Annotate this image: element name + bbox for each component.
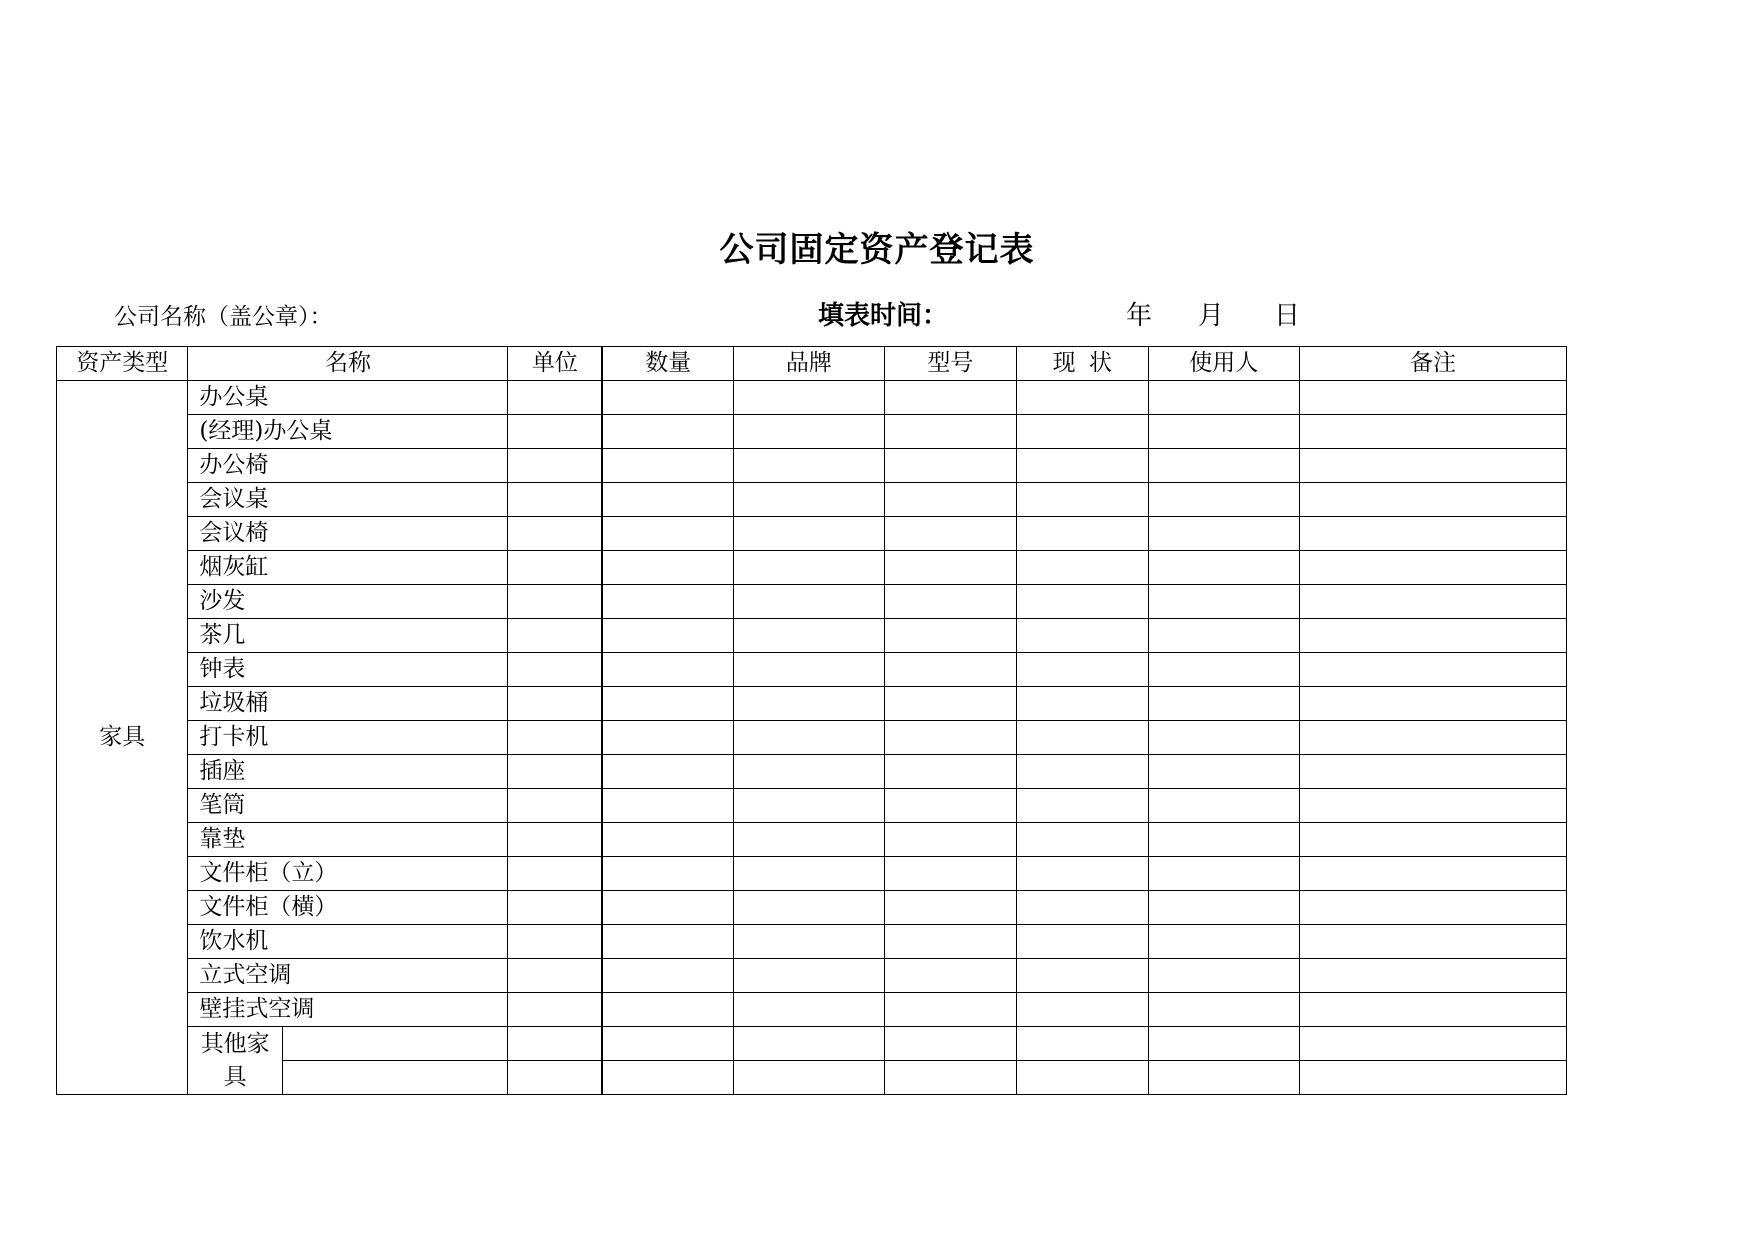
cell-remark[interactable]: [1300, 551, 1567, 585]
item-name-cell: 垃圾桶: [188, 687, 508, 721]
cell-brand[interactable]: [734, 823, 884, 857]
cell-model[interactable]: [884, 857, 1016, 891]
item-name-cell: 壁挂式空调: [188, 993, 508, 1027]
cell-remark[interactable]: [1300, 449, 1567, 483]
cell-model[interactable]: [884, 959, 1016, 993]
cell-quantity[interactable]: [602, 857, 733, 891]
cell-quantity[interactable]: [602, 721, 733, 755]
cell-remark[interactable]: [1300, 687, 1567, 721]
cell-quantity[interactable]: [602, 653, 733, 687]
cell-quantity[interactable]: [602, 1061, 733, 1095]
cell-brand[interactable]: [734, 449, 884, 483]
cell-quantity[interactable]: [602, 993, 733, 1027]
cell-unit[interactable]: [508, 823, 602, 857]
cell-model[interactable]: [884, 483, 1016, 517]
cell-unit[interactable]: [508, 653, 602, 687]
table-row: [57, 925, 1567, 959]
table-row-other: [57, 1027, 1567, 1061]
cell-model[interactable]: [884, 721, 1016, 755]
item-name-cell: 打卡机: [188, 721, 508, 755]
cell-user[interactable]: [1148, 585, 1300, 619]
table-row: [57, 755, 1567, 789]
cell-status[interactable]: [1017, 585, 1148, 619]
cell-quantity[interactable]: [602, 449, 733, 483]
header-remark: 备注: [1300, 347, 1567, 381]
cell-model[interactable]: [884, 687, 1016, 721]
header-user: 使用人: [1148, 347, 1300, 381]
item-name-cell: 文件柜（横）: [188, 891, 508, 925]
date-year-label: 年: [1126, 301, 1153, 331]
item-name-cell: 文件柜（立）: [188, 857, 508, 891]
header-quantity: 数量: [602, 347, 733, 381]
cell-user[interactable]: [1148, 619, 1300, 653]
cell-unit[interactable]: [508, 891, 602, 925]
cell-brand[interactable]: [734, 585, 884, 619]
cell-user[interactable]: [1148, 925, 1300, 959]
cell-model[interactable]: [884, 619, 1016, 653]
cell-unit[interactable]: [508, 381, 602, 415]
fill-time-label: 填表时间：: [818, 301, 949, 331]
cell-status[interactable]: [1017, 891, 1148, 925]
table-row: [57, 449, 1567, 483]
cell-unit[interactable]: [508, 1061, 602, 1095]
cell-unit[interactable]: [508, 1027, 602, 1061]
table-row: [57, 891, 1567, 925]
cell-status[interactable]: [1017, 959, 1148, 993]
cell-model[interactable]: [884, 823, 1016, 857]
cell-unit[interactable]: [508, 551, 602, 585]
cell-quantity[interactable]: [602, 551, 733, 585]
cell-model[interactable]: [884, 653, 1016, 687]
table-row: [57, 585, 1567, 619]
cell-brand[interactable]: [734, 483, 884, 517]
table-row: [57, 959, 1567, 993]
cell-model[interactable]: [884, 1061, 1016, 1095]
cell-user[interactable]: [1148, 721, 1300, 755]
cell-remark[interactable]: [1300, 517, 1567, 551]
cell-remark[interactable]: [1300, 993, 1567, 1027]
table-row-other: [57, 1061, 1567, 1095]
item-name-cell: 茶几: [188, 619, 508, 653]
cell-unit[interactable]: [508, 585, 602, 619]
item-name-cell: (经理)办公桌: [188, 415, 508, 449]
cell-model[interactable]: [884, 789, 1016, 823]
item-name-cell: 钟表: [188, 653, 508, 687]
cell-unit[interactable]: [508, 415, 602, 449]
cell-brand[interactable]: [734, 551, 884, 585]
cell-model[interactable]: [884, 891, 1016, 925]
cell-quantity[interactable]: [602, 415, 733, 449]
cell-remark[interactable]: [1300, 483, 1567, 517]
cell-brand[interactable]: [734, 925, 884, 959]
cell-brand[interactable]: [734, 415, 884, 449]
cell-brand[interactable]: [734, 857, 884, 891]
cell-model[interactable]: [884, 551, 1016, 585]
table-row: [57, 687, 1567, 721]
cell-status[interactable]: [1017, 823, 1148, 857]
cell-model[interactable]: [884, 381, 1016, 415]
cell-remark[interactable]: [1300, 789, 1567, 823]
cell-model[interactable]: [884, 585, 1016, 619]
cell-user[interactable]: [1148, 993, 1300, 1027]
cell-user[interactable]: [1148, 551, 1300, 585]
cell-remark[interactable]: [1300, 755, 1567, 789]
date-day-label: 日: [1274, 301, 1301, 331]
cell-brand[interactable]: [734, 721, 884, 755]
cell-brand[interactable]: [734, 687, 884, 721]
cell-remark[interactable]: [1300, 1027, 1567, 1061]
cell-status[interactable]: [1017, 993, 1148, 1027]
cell-remark[interactable]: [1300, 619, 1567, 653]
header-status: 现 状: [1017, 347, 1148, 381]
cell-remark[interactable]: [1300, 653, 1567, 687]
cell-status[interactable]: [1017, 1061, 1148, 1095]
cell-brand[interactable]: [734, 653, 884, 687]
cell-remark[interactable]: [1300, 925, 1567, 959]
cell-model[interactable]: [884, 755, 1016, 789]
table-row: [57, 789, 1567, 823]
cell-brand[interactable]: [734, 517, 884, 551]
cell-unit[interactable]: [508, 959, 602, 993]
cell-brand[interactable]: [734, 891, 884, 925]
cell-unit[interactable]: [508, 789, 602, 823]
cell-brand[interactable]: [734, 993, 884, 1027]
cell-quantity[interactable]: [602, 1027, 733, 1061]
cell-user[interactable]: [1148, 1027, 1300, 1061]
cell-status[interactable]: [1017, 857, 1148, 891]
cell-model[interactable]: [884, 993, 1016, 1027]
cell-user[interactable]: [1148, 415, 1300, 449]
asset-register-table: [56, 346, 1567, 1095]
header-asset-type: 资产类型: [57, 347, 188, 381]
header-brand: 品牌: [734, 347, 884, 381]
cell-brand[interactable]: [734, 1061, 884, 1095]
item-name-cell: 笔筒: [188, 789, 508, 823]
cell-unit[interactable]: [508, 925, 602, 959]
cell-brand[interactable]: [734, 959, 884, 993]
item-name-cell: 会议桌: [188, 483, 508, 517]
cell-user[interactable]: [1148, 449, 1300, 483]
cell-quantity[interactable]: [602, 891, 733, 925]
cell-unit[interactable]: [508, 755, 602, 789]
cell-status[interactable]: [1017, 925, 1148, 959]
item-name-cell: 会议椅: [188, 517, 508, 551]
table-row: [57, 721, 1567, 755]
cell-unit[interactable]: [508, 619, 602, 653]
table-row: [57, 551, 1567, 585]
table-row: [57, 483, 1567, 517]
header-unit: 单位: [508, 347, 602, 381]
cell-remark[interactable]: [1300, 721, 1567, 755]
item-name-cell: 插座: [188, 755, 508, 789]
cell-status[interactable]: [1017, 1027, 1148, 1061]
cell-user[interactable]: [1148, 483, 1300, 517]
table-row: [57, 415, 1567, 449]
cell-brand[interactable]: [734, 789, 884, 823]
header-row: [57, 347, 1567, 381]
date-month-label: 月: [1198, 301, 1225, 331]
cell-unit[interactable]: [508, 857, 602, 891]
cell-quantity[interactable]: [602, 959, 733, 993]
table-row: [57, 993, 1567, 1027]
item-name-cell: 立式空调: [188, 959, 508, 993]
table-row: [57, 517, 1567, 551]
cell-remark[interactable]: [1300, 891, 1567, 925]
cell-model[interactable]: [884, 1027, 1016, 1061]
cell-user[interactable]: [1148, 789, 1300, 823]
cell-unit[interactable]: [508, 721, 602, 755]
cell-user[interactable]: [1148, 517, 1300, 551]
cell-unit[interactable]: [508, 687, 602, 721]
item-name-cell: 办公椅: [188, 449, 508, 483]
table-row: [57, 653, 1567, 687]
cell-user[interactable]: [1148, 381, 1300, 415]
other-item-name-cell[interactable]: [282, 1027, 508, 1061]
item-name-cell: 烟灰缸: [188, 551, 508, 585]
cell-user[interactable]: [1148, 959, 1300, 993]
cell-user[interactable]: [1148, 1061, 1300, 1095]
header-model: 型号: [884, 347, 1016, 381]
cell-unit[interactable]: [508, 517, 602, 551]
cell-model[interactable]: [884, 415, 1016, 449]
item-name-cell: 靠垫: [188, 823, 508, 857]
cell-user[interactable]: [1148, 891, 1300, 925]
cell-quantity[interactable]: [602, 381, 733, 415]
cell-quantity[interactable]: [602, 789, 733, 823]
table-row: [57, 857, 1567, 891]
other-item-name-cell[interactable]: [282, 1061, 508, 1095]
cell-status[interactable]: [1017, 789, 1148, 823]
table-row: [57, 619, 1567, 653]
cell-unit[interactable]: [508, 449, 602, 483]
cell-remark[interactable]: [1300, 959, 1567, 993]
cell-status[interactable]: [1017, 415, 1148, 449]
cell-user[interactable]: [1148, 653, 1300, 687]
cell-quantity[interactable]: [602, 585, 733, 619]
cell-remark[interactable]: [1300, 1061, 1567, 1095]
item-name-cell: 办公桌: [188, 381, 508, 415]
cell-user[interactable]: [1148, 857, 1300, 891]
cell-quantity[interactable]: [602, 687, 733, 721]
cell-status[interactable]: [1017, 687, 1148, 721]
cell-user[interactable]: [1148, 687, 1300, 721]
cell-model[interactable]: [884, 925, 1016, 959]
cell-brand[interactable]: [734, 755, 884, 789]
other-furniture-label: 其他家具: [188, 1027, 282, 1095]
header-name: 名称: [188, 347, 508, 381]
cell-status[interactable]: [1017, 551, 1148, 585]
cell-remark[interactable]: [1300, 381, 1567, 415]
table-row: [57, 381, 1567, 415]
cell-status[interactable]: [1017, 619, 1148, 653]
cell-brand[interactable]: [734, 619, 884, 653]
cell-quantity[interactable]: [602, 823, 733, 857]
cell-quantity[interactable]: [602, 517, 733, 551]
cell-model[interactable]: [884, 449, 1016, 483]
cell-unit[interactable]: [508, 993, 602, 1027]
item-name-cell: 沙发: [188, 585, 508, 619]
cell-user[interactable]: [1148, 823, 1300, 857]
cell-remark[interactable]: [1300, 415, 1567, 449]
cell-status[interactable]: [1017, 517, 1148, 551]
cell-quantity[interactable]: [602, 483, 733, 517]
cell-brand[interactable]: [734, 1027, 884, 1061]
company-name-label: 公司名称（盖公章）：: [114, 304, 333, 330]
table-row: [57, 823, 1567, 857]
cell-model[interactable]: [884, 517, 1016, 551]
cell-status[interactable]: [1017, 653, 1148, 687]
cell-status[interactable]: [1017, 449, 1148, 483]
cell-unit[interactable]: [508, 483, 602, 517]
cell-quantity[interactable]: [602, 925, 733, 959]
cell-remark[interactable]: [1300, 585, 1567, 619]
cell-brand[interactable]: [734, 381, 884, 415]
item-name-cell: 饮水机: [188, 925, 508, 959]
cell-quantity[interactable]: [602, 619, 733, 653]
cell-status[interactable]: [1017, 721, 1148, 755]
cell-status[interactable]: [1017, 755, 1148, 789]
asset-type-cell: 家具: [57, 381, 188, 1095]
cell-remark[interactable]: [1300, 857, 1567, 891]
cell-remark[interactable]: [1300, 823, 1567, 857]
page-title: 公司固定资产登记表: [719, 230, 1035, 270]
cell-status[interactable]: [1017, 483, 1148, 517]
cell-user[interactable]: [1148, 755, 1300, 789]
cell-status[interactable]: [1017, 381, 1148, 415]
cell-quantity[interactable]: [602, 755, 733, 789]
